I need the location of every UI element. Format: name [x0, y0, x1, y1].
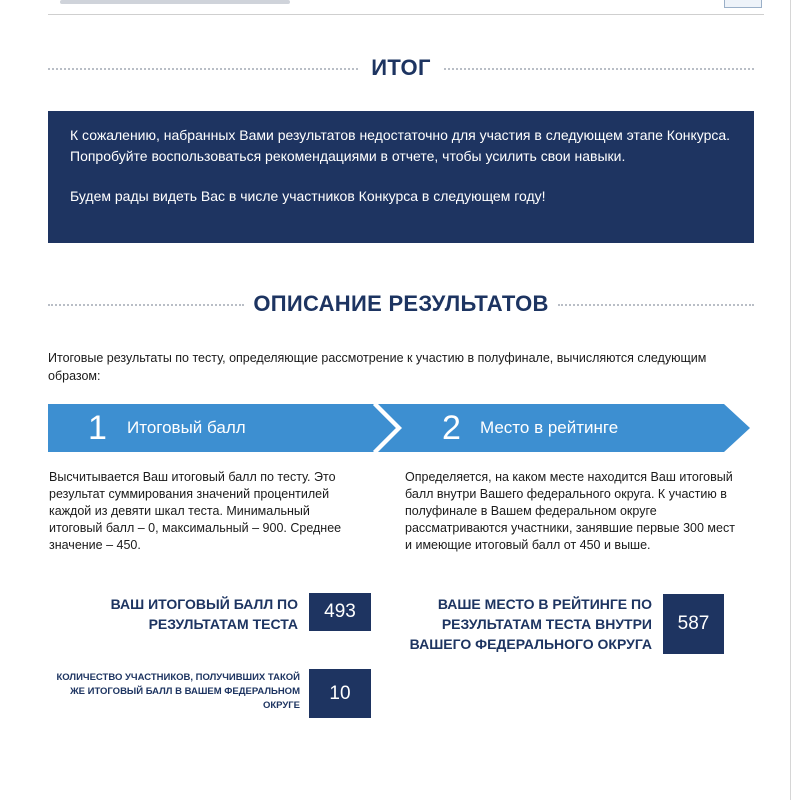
results-section-header [48, 288, 754, 320]
rank-label: ВАШЕ МЕСТО В РЕЙТИНГЕ ПО РЕЗУЛЬТАТАМ ТЕСТА ВНУТРИ ВАШЕГО ФЕДЕРАЛЬНОГО ОКРУГА [409, 596, 652, 652]
summary-paragraph-2: Будем рады видеть Вас в числе участников Конкурса в следующем году! [70, 188, 546, 204]
summary-title: ИТОГ [371, 55, 431, 80]
step-2-number: 2 [442, 409, 461, 447]
step-2-label: Место в рейтинге [480, 418, 619, 437]
summary-paragraph-1: К сожалению, набранных Вами результатов недостаточно для участия в следующем этапе Конкурса. Попробуйте воспользоваться рекомендациями в отчете, чтобы усилить свои навыки. [70, 127, 731, 164]
intro-text: Итоговые результаты по тесту, определяющие рассмотрение к участию в полуфинале, вычисляются следующим образом: [48, 351, 707, 383]
summary-box [48, 111, 754, 243]
score-label: ВАШ ИТОГОВЫЙ БАЛЛ ПО РЕЗУЛЬТАТАМ ТЕСТА [110, 596, 298, 632]
step-2-description: Определяется, на каком месте находится Ваш итоговый балл внутри Вашего федерального округа. К участию в полуфинале в Вашем федеральном округе рассматриваются участники, занявшие первые 300 мест и имеющие итоговый балл от 450 и выше. [405, 470, 735, 552]
step-1-number: 1 [88, 409, 107, 447]
steps-banner [48, 404, 750, 452]
same-score-label: КОЛИЧЕСТВО УЧАСТНИКОВ, ПОЛУЧИВШИХ ТАКОЙ ЖЕ ИТОГОВЫЙ БАЛЛ В ВАШЕМ ФЕДЕРАЛЬНОМ ОКРУГЕ [56, 672, 300, 711]
cropped-header-text [60, 0, 290, 4]
top-strip [48, 0, 764, 15]
step-1-label: Итоговый балл [127, 418, 246, 437]
same-score-value: 10 [309, 669, 371, 718]
results-title: ОПИСАНИЕ РЕЗУЛЬТАТОВ [253, 291, 549, 316]
step-1-description: Высчитывается Ваш итоговый балл по тесту. Это результат суммирования значений процентилей каждой из девяти шкал теста. Минимальный итоговый балл – 0, максимальный – 900. Среднее значение – 450. [49, 470, 342, 552]
rank-value: 587 [663, 594, 724, 654]
cropped-corner-button[interactable] [724, 0, 762, 8]
score-value: 493 [309, 593, 371, 631]
summary-section-header [48, 52, 754, 84]
